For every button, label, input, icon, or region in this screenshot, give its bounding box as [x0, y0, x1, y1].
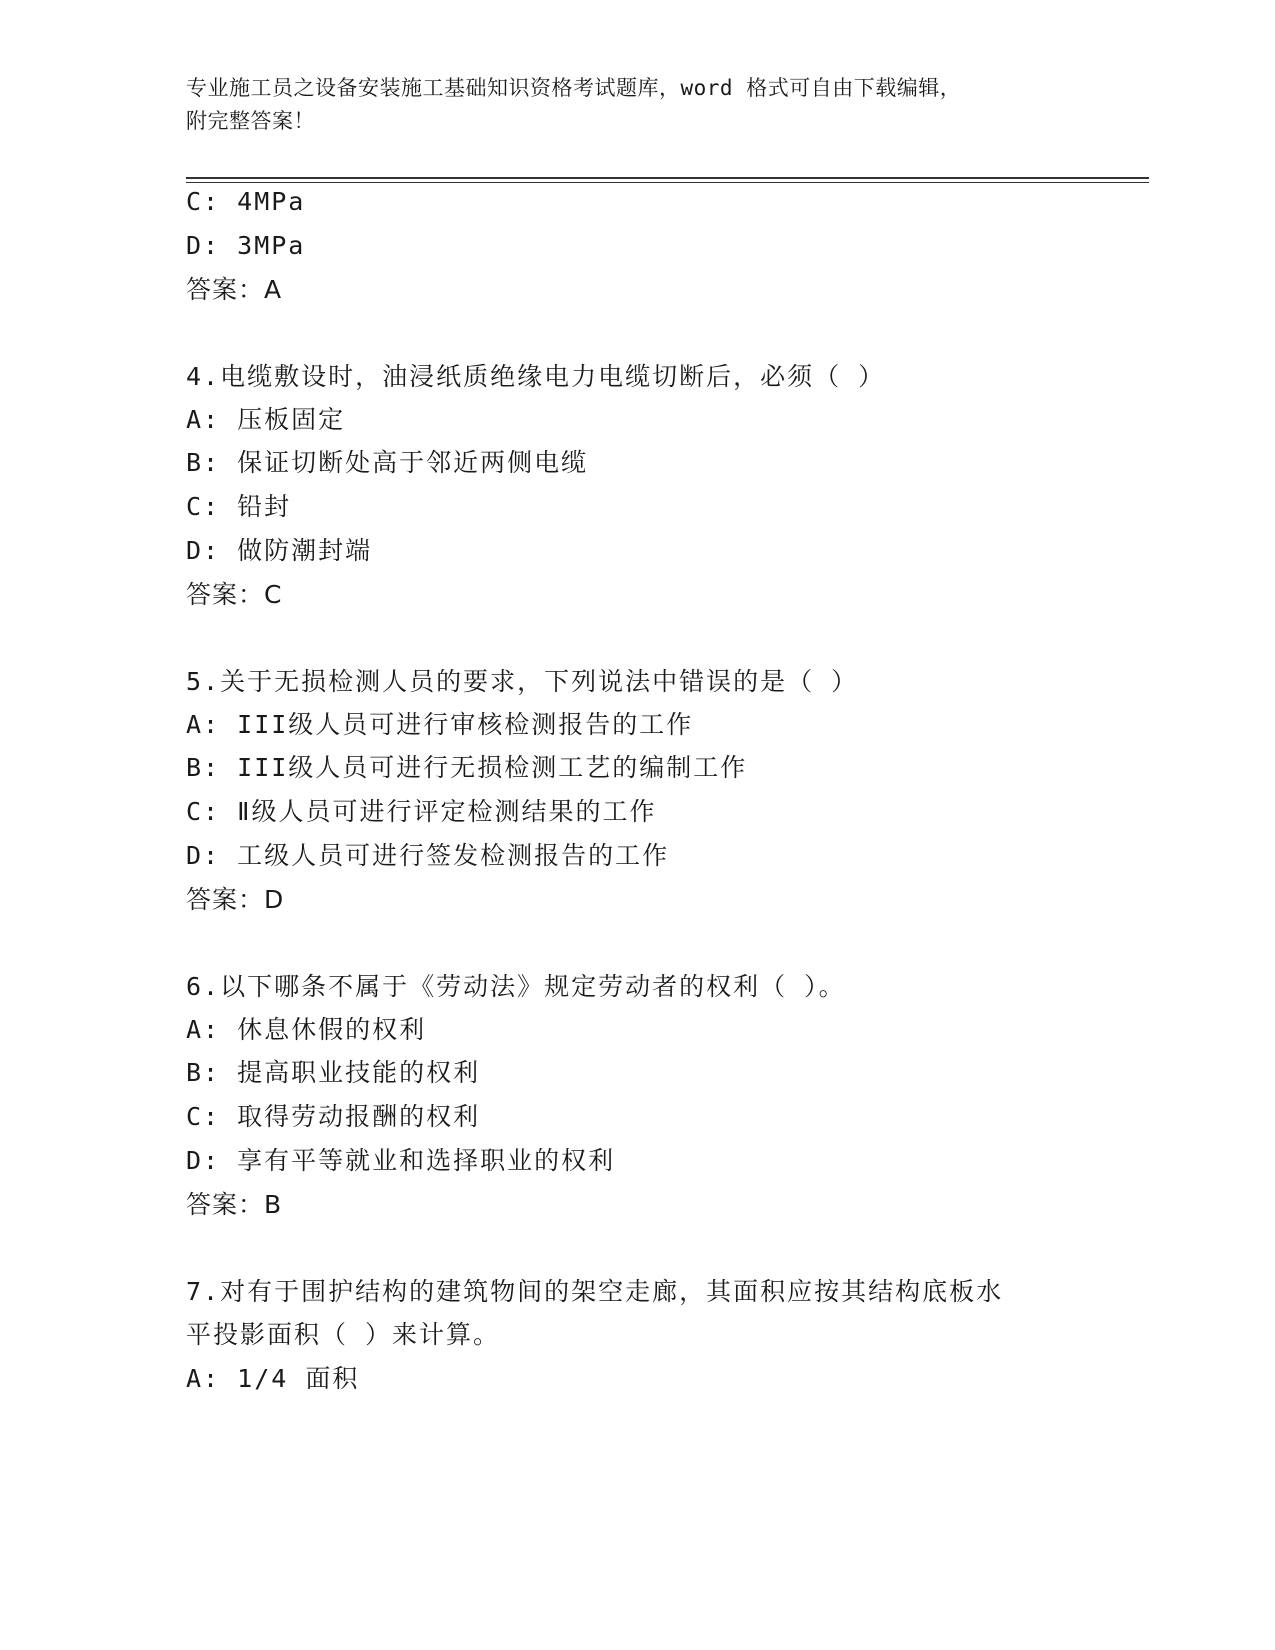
q7-option-a: A: 1/4 面积 [186, 1364, 360, 1393]
header-title-line-1: 专业施工员之设备安装施工基础知识资格考试题库，word 格式可自由下载编辑， [186, 76, 962, 100]
q5-option-d: D: 工级人员可进行签发检测报告的工作 [186, 841, 670, 870]
q4-option-d: D: 做防潮封端 [186, 536, 373, 565]
header-title-line-2: 附完整答案！ [186, 109, 315, 133]
q7-question-line-2: 平投影面积（ ）来计算。 [186, 1320, 501, 1349]
q6-question: 6.以下哪条不属于《劳动法》规定劳动者的权利（ ）。 [186, 972, 846, 1001]
q6-answer: 答案：B [186, 1190, 283, 1219]
q5-option-b: B: III级人员可进行无损检测工艺的编制工作 [186, 753, 748, 782]
q5-option-c: C: Ⅱ级人员可进行评定检测结果的工作 [186, 797, 657, 826]
q5-question: 5.关于无损检测人员的要求，下列说法中错误的是（ ） [186, 667, 859, 696]
q4-option-b: B: 保证切断处高于邻近两侧电缆 [186, 448, 589, 477]
q4-option-a: A: 压板固定 [186, 405, 346, 434]
q5-option-a: A: III级人员可进行审核检测报告的工作 [186, 710, 694, 739]
q3-option-d: D: 3MPa [186, 231, 306, 260]
q7-question-line-1: 7.对有于围护结构的建筑物间的架空走廊，其面积应按其结构底板水 [186, 1277, 1004, 1306]
q4-question: 4.电缆敷设时，油浸纸质绝缘电力电缆切断后，必须（ ） [186, 362, 886, 391]
q3-answer: 答案：A [186, 275, 283, 304]
page-header [186, 72, 1066, 138]
header-divider [186, 177, 1149, 183]
q6-option-d: D: 享有平等就业和选择职业的权利 [186, 1146, 616, 1175]
q4-option-c: C: 铅封 [186, 492, 292, 521]
q5-answer: 答案：D [186, 885, 285, 914]
q3-option-c: C: 4MPa [186, 187, 306, 216]
q4-answer: 答案：C [186, 580, 283, 609]
q6-option-a: A: 休息休假的权利 [186, 1015, 427, 1044]
q6-option-c: C: 取得劳动报酬的权利 [186, 1102, 481, 1131]
q6-option-b: B: 提高职业技能的权利 [186, 1058, 481, 1087]
